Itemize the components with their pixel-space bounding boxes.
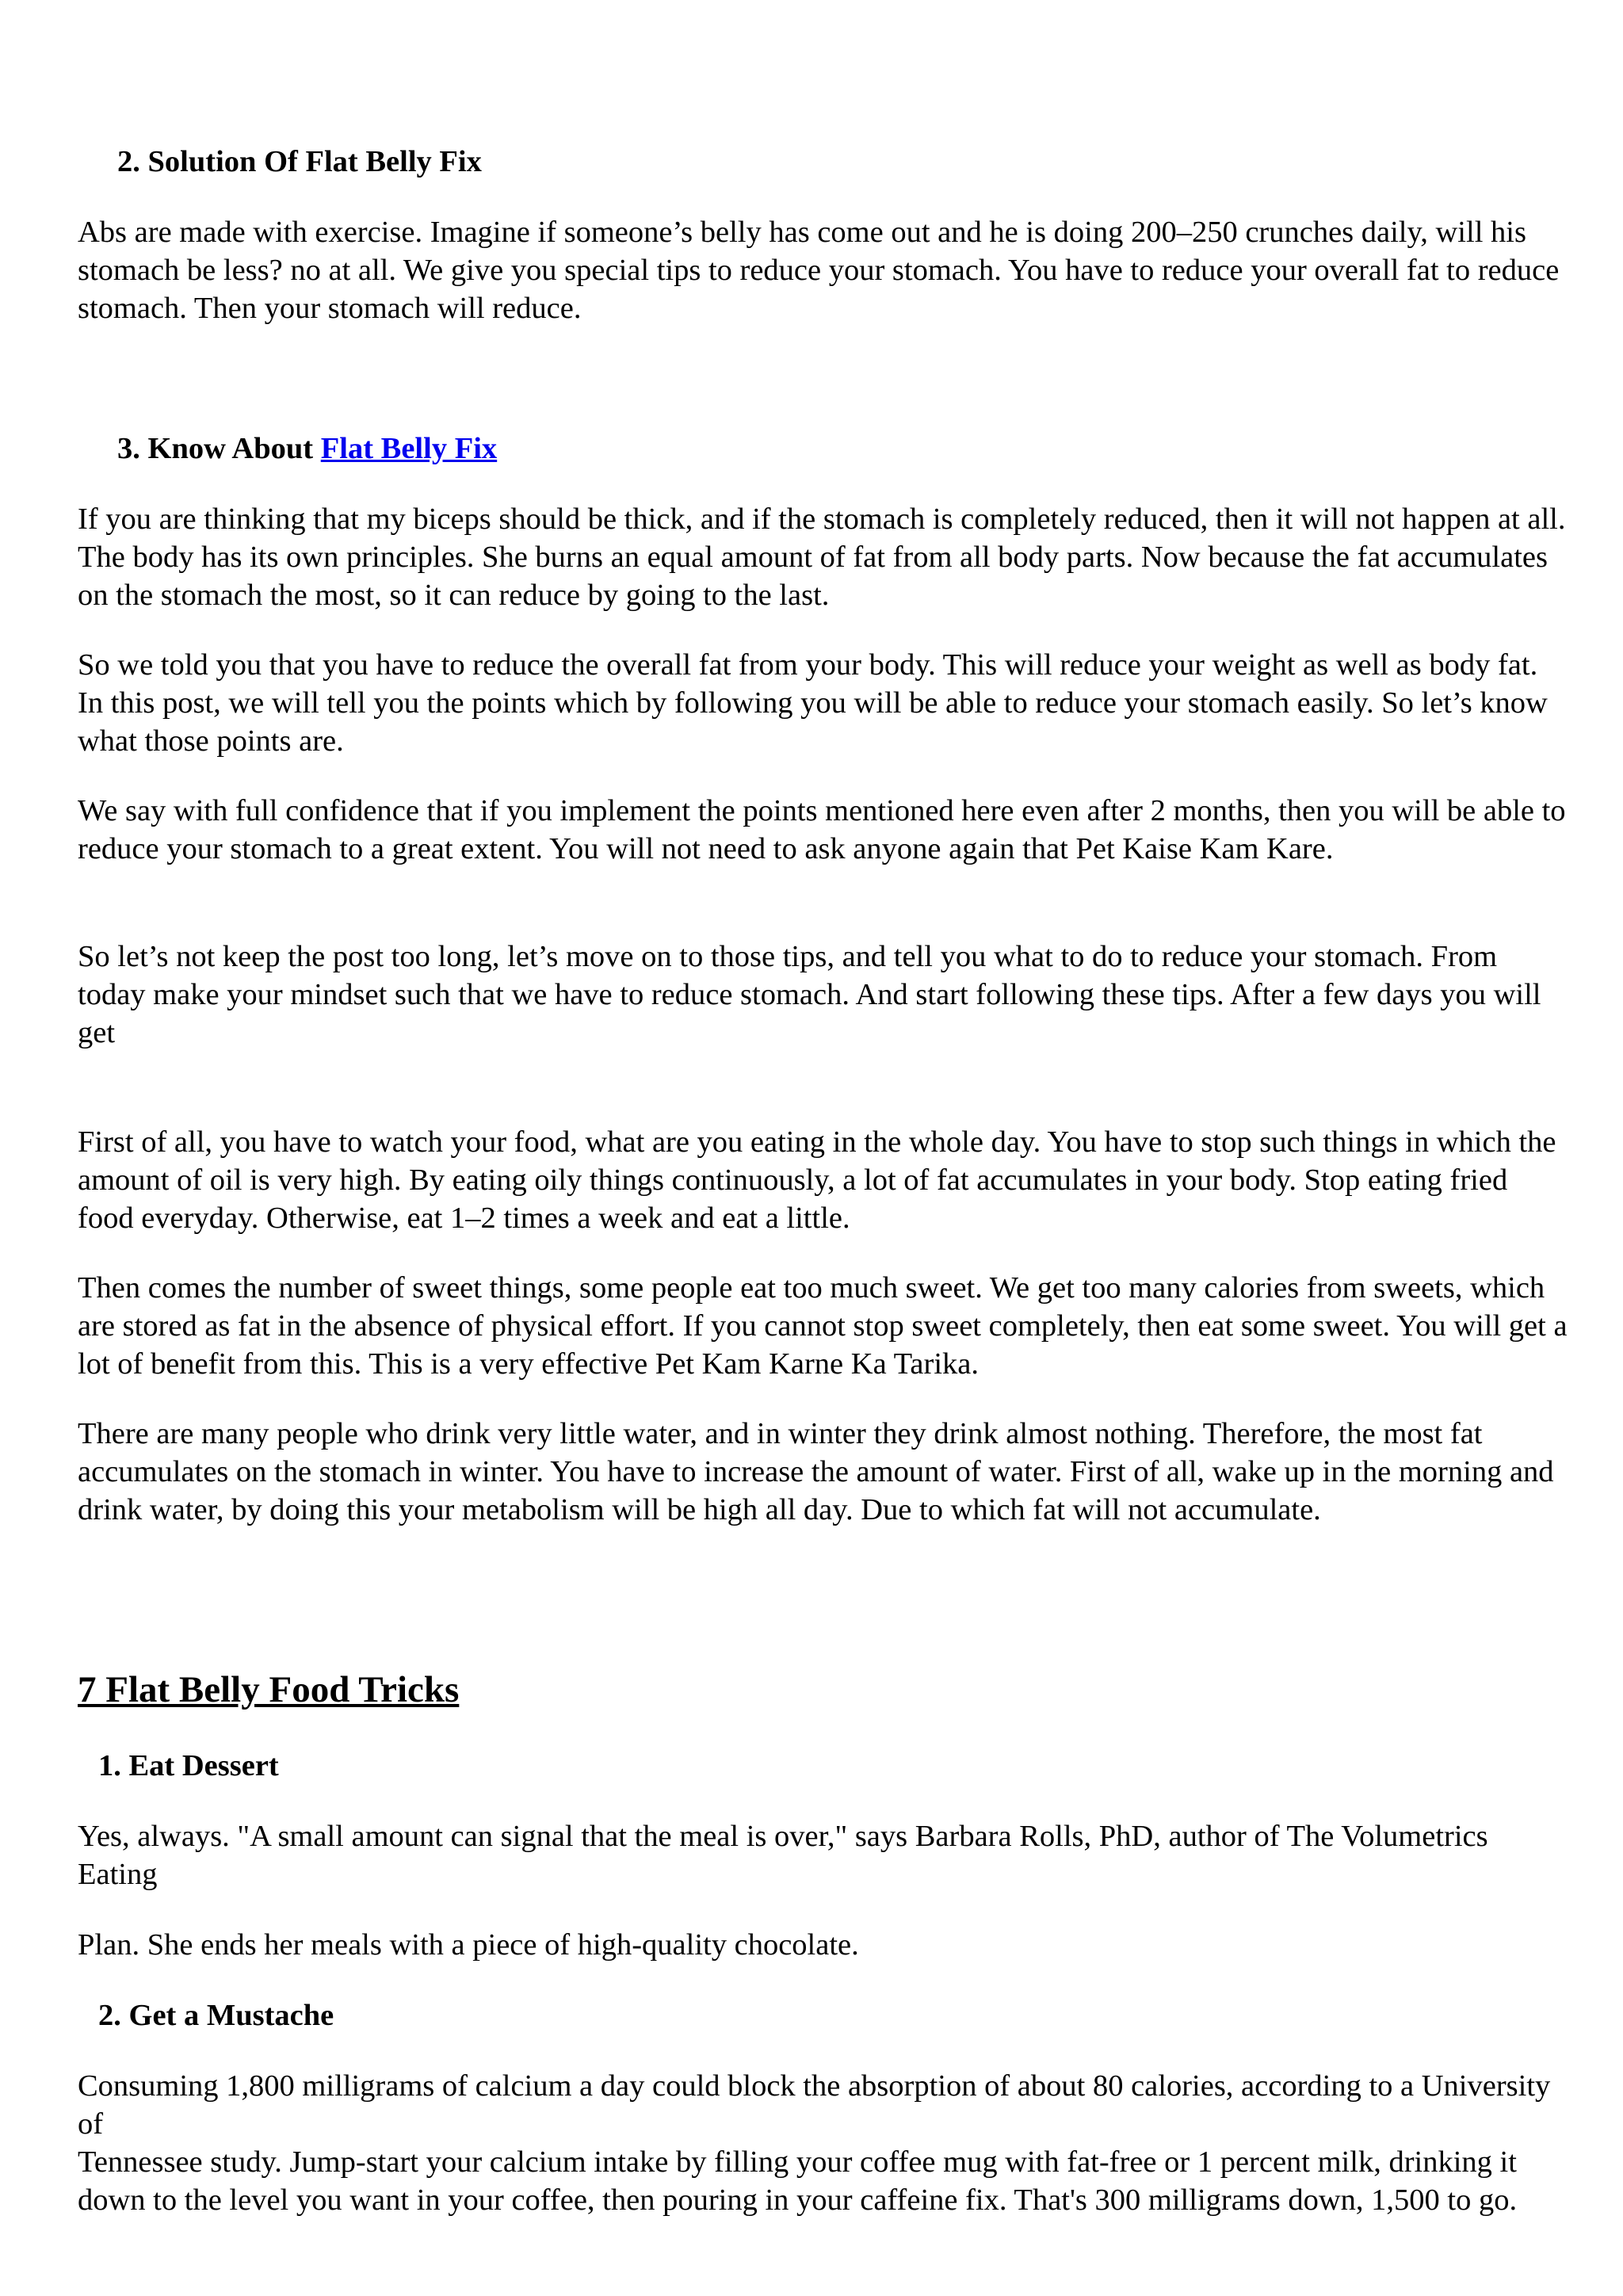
trick-1-heading: 1. Eat Dessert: [98, 1749, 279, 1782]
flat-belly-fix-link[interactable]: Flat Belly Fix: [320, 432, 498, 465]
section-2-paragraph-1: Abs are made with exercise. Imagine if someone’s belly has come out and he is doing 200–250 crunches daily, will his stomach be less? no at all. We give you special tips to reduce your stomach. You have to reduce your overall fat to reduce stomach. Then your stomach will reduce.: [78, 216, 1560, 325]
section-3-heading: [117, 430, 1568, 468]
section-3-paragraph-4: So let’s not keep the post too long, let’s move on to those tips, and tell you what to do to reduce your stomach. From today make your mindset such that we have to reduce stomach. And start following these tips. After a few days you will get: [78, 940, 1541, 1049]
trick-2-heading: 2. Get a Mustache: [98, 1999, 334, 2032]
section-3-paragraph-3: We say with full confidence that if you implement the points mentioned here even after 2 months, then you will be able to reduce your stomach to a great extent. You will not need to ask anyone again that Pet Kaise Kam Kare.: [78, 794, 1566, 865]
trick-2-paragraph-1-line-2: Tennessee study. Jump-start your calcium intake by filling your coffee mug with fat-free or 1 percent milk, drinking it down to the level you want in your coffee, then pouring in your caffeine fix. That's 300 milligrams down, 1,500 to go.: [78, 2145, 1518, 2217]
section-3-paragraph-7: There are many people who drink very little water, and in winter they drink almost nothing. Therefore, the most fat accumulates on the stomach in winter. You have to increase the amount of water. First of all, wake up in the morning and drink water, by doing this your metabolism will be high all day. Due to which fat will not accumulate.: [78, 1417, 1554, 1526]
section-3-paragraph-2: So we told you that you have to reduce the overall fat from your body. This will reduce your weight as well as body fat. In this post, we will tell you the points which by following you will be able to reduce your stomach easily. So let’s know what those points are.: [78, 648, 1548, 758]
section-3-paragraph-6: Then comes the number of sweet things, some people eat too much sweet. We get too many calories from sweets, which are stored as fat in the absence of physical effort. If you cannot stop sweet completely, then eat some sweet. You will get a lot of benefit from this. This is a very effective Pet Kam Karne Ka Tarika.: [78, 1271, 1568, 1381]
section-3-paragraph-1: If you are thinking that my biceps should be thick, and if the stomach is completely reduced, then it will not happen at all. The body has its own principles. She burns an equal amount of fat from all body parts. Now because the fat accumulates on the stomach the most, so it can reduce by going to the last.: [78, 502, 1566, 612]
section-3-heading-prefix: 3. Know About: [117, 432, 321, 465]
tricks-title: 7 Flat Belly Food Tricks: [78, 1669, 460, 1710]
trick-1-paragraph-1: Yes, always. "A small amount can signal that the meal is over," says Barbara Rolls, PhD, author of The Volumetrics Eating: [78, 1820, 1488, 1891]
trick-2-paragraph-1-line-1: Consuming 1,800 milligrams of calcium a day could block the absorption of about 80 calories, according to a University of: [78, 2069, 1551, 2141]
section-3-paragraph-5: First of all, you have to watch your food, what are you eating in the whole day. You have to stop such things in which the amount of oil is very high. By eating oily things continuously, a lot of fat accumulates in your body. Stop eating fried food everyday. Otherwise, eat 1–2 times a week and eat a little.: [78, 1125, 1556, 1235]
trick-2-paragraph-1: [78, 2067, 1568, 2219]
trick-1-paragraph-2: Plan. She ends her meals with a piece of high-quality chocolate.: [78, 1928, 859, 1962]
section-2-heading: 2. Solution Of Flat Belly Fix: [117, 145, 482, 178]
